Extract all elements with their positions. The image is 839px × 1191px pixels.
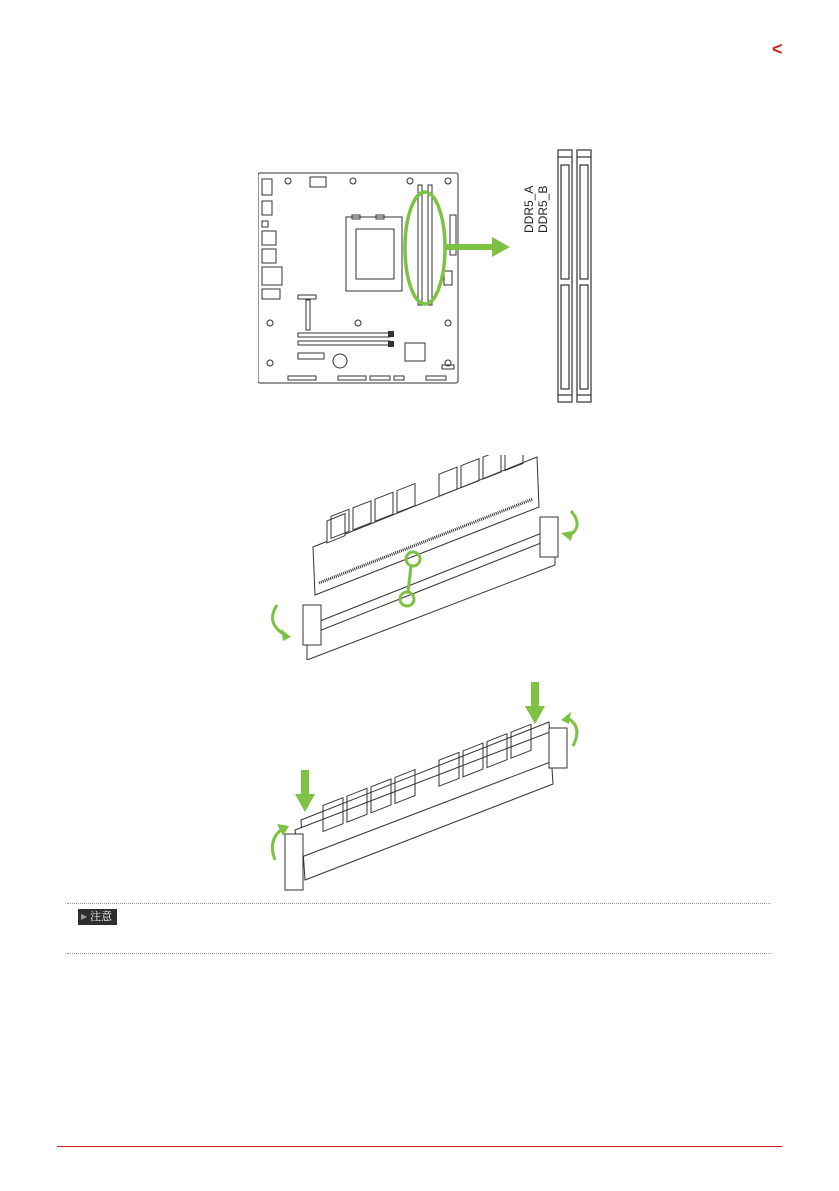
note-top-divider (67, 903, 771, 904)
footer-divider (57, 1146, 782, 1147)
note-badge (78, 909, 117, 925)
dimm-press-diagram (255, 680, 595, 900)
dimm-highlight-ring (405, 192, 445, 304)
triangle-right-icon: ▶ (81, 912, 88, 921)
slot-label-b: DDR5_B (536, 185, 550, 233)
note-label: 注意 (90, 910, 113, 923)
motherboard-dimm-diagram (258, 145, 610, 405)
curved-arrow-icon (273, 605, 286, 635)
note-bottom-divider (67, 953, 771, 954)
slot-label-a: DDR5_A (522, 185, 536, 233)
motherboard-outline (258, 173, 458, 383)
dimm-alignment-diagram (255, 455, 595, 660)
dimm-slot-enlarged (558, 150, 591, 402)
chevron-left-icon[interactable]: < (772, 39, 783, 59)
